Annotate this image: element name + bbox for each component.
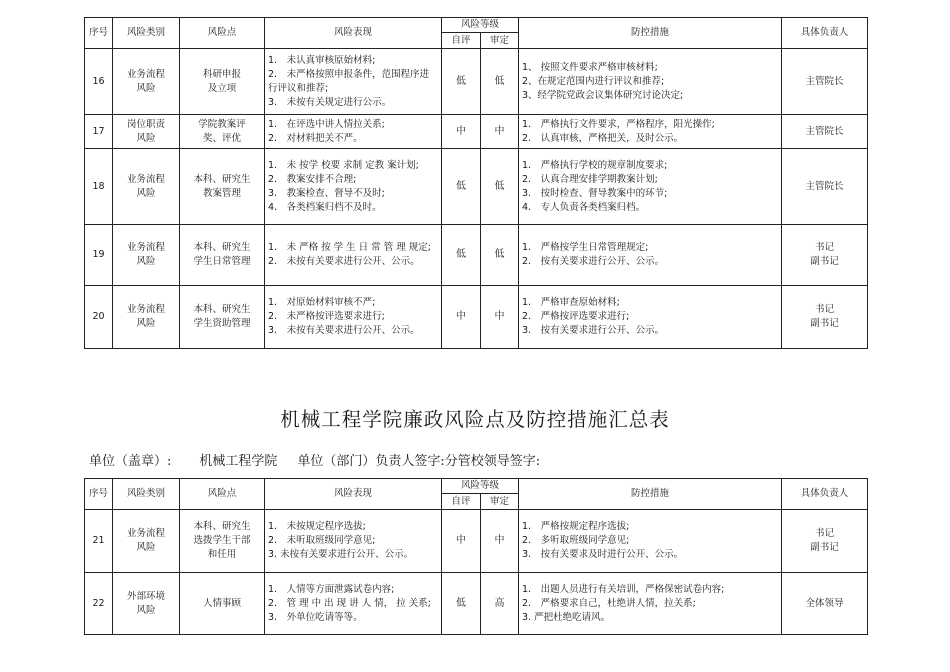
row-point: 本科、研究生 学生资助管理	[180, 286, 265, 349]
row-measures: 1、 按照文件要求严格审核材料; 2、在规定范围内进行评议和推荐; 3、经学院党政会议集体研究讨论决定;	[519, 49, 782, 115]
unit-name: 机械工程学院	[199, 454, 278, 469]
table-row	[85, 286, 868, 349]
row-manifest: 1. 未认真审核原始材料; 2. 未严格按照申报条件，范围程序进行评议和推荐; 3. 未按有关规定进行公示。	[265, 49, 442, 115]
row-owner: 全体领导	[782, 573, 868, 635]
table-row	[85, 225, 868, 286]
row-self: 中	[442, 510, 481, 573]
row-category: 外部环境 风险	[113, 573, 180, 635]
row-category: 岗位职责 风险	[113, 115, 180, 149]
row-owner: 主管院长	[782, 115, 868, 149]
row-review: 低	[481, 225, 519, 286]
risk-table-top	[84, 17, 868, 349]
dept-signature-label: 单位（部门）负责人签字:	[297, 454, 445, 469]
row-review: 中	[481, 115, 519, 149]
header-review: 审定	[481, 33, 519, 49]
table-row	[85, 149, 868, 225]
row-measures: 1. 出题人员进行有关培训，严格保密试卷内容; 2. 严格要求自己，杜绝讲人情，拉关系; 3. 严把杜绝吃请风。	[519, 573, 782, 635]
row-self: 低	[442, 149, 481, 225]
header-self: 自评	[442, 33, 481, 49]
header-category: 风险类别	[113, 479, 180, 510]
row-measures: 1. 严格按规定程序选拔; 2. 多听取班级同学意见; 3. 按有关要求及时进行公开、公示。	[519, 510, 782, 573]
row-review: 中	[481, 286, 519, 349]
row-category: 业务流程 风险	[113, 225, 180, 286]
row-seq: 16	[85, 49, 113, 115]
row-manifest: 1. 在评选中讲人情拉关系; 2. 对材料把关不严。	[265, 115, 442, 149]
row-manifest: 1. 未按规定程序选拔; 2. 未听取班级同学意见; 3. 未按有关要求进行公开、公示。	[265, 510, 442, 573]
signature-line	[89, 450, 540, 469]
row-category: 业务流程 风险	[113, 49, 180, 115]
row-self: 低	[442, 225, 481, 286]
row-measures: 1. 严格审查原始材料; 2. 严格按评选要求进行; 3. 按有关要求进行公开、公示。	[519, 286, 782, 349]
header-point: 风险点	[180, 18, 265, 49]
row-self: 低	[442, 573, 481, 635]
row-self: 中	[442, 115, 481, 149]
row-review: 低	[481, 149, 519, 225]
row-point: 学院教案评 奖、评优	[180, 115, 265, 149]
row-manifest: 1. 未 严格 按 学 生 日 常 管 理 规定; 2. 未按有关要求进行公开、公示。	[265, 225, 442, 286]
leader-signature-label: 分管校领导签字:	[444, 454, 541, 469]
unit-label: 单位（盖章）:	[89, 454, 172, 469]
row-manifest: 1. 人情等方面泄露试卷内容; 2. 管 理 中 出 现 讲 人 情， 拉 关系; 3. 外单位吃请等等。	[265, 573, 442, 635]
header-level: 风险等级	[442, 18, 519, 33]
row-owner: 主管院长	[782, 149, 868, 225]
header-seq: 序号	[85, 18, 113, 49]
header-level: 风险等级	[442, 479, 519, 494]
header-review: 审定	[481, 494, 519, 510]
header-seq: 序号	[85, 479, 113, 510]
row-category: 业务流程 风险	[113, 286, 180, 349]
header-owner: 具体负责人	[782, 479, 868, 510]
table-row	[85, 115, 868, 149]
row-owner: 主管院长	[782, 49, 868, 115]
row-review: 高	[481, 573, 519, 635]
table-row	[85, 573, 868, 635]
row-point: 本科、研究生 教案管理	[180, 149, 265, 225]
row-measures: 1. 严格执行文件要求，严格程序，阳光操作; 2. 认真审核，严格把关，及时公示。	[519, 115, 782, 149]
header-measures: 防控措施	[519, 479, 782, 510]
row-seq: 20	[85, 286, 113, 349]
header-manifest: 风险表现	[265, 18, 442, 49]
header-measures: 防控措施	[519, 18, 782, 49]
row-seq: 17	[85, 115, 113, 149]
row-point: 人情事顾	[180, 573, 265, 635]
row-seq: 18	[85, 149, 113, 225]
row-category: 业务流程 风险	[113, 149, 180, 225]
row-point: 本科、研究生 选拨学生干部 和任用	[180, 510, 265, 573]
row-owner: 书记 副书记	[782, 286, 868, 349]
row-seq: 21	[85, 510, 113, 573]
row-review: 中	[481, 510, 519, 573]
row-seq: 19	[85, 225, 113, 286]
header-point: 风险点	[180, 479, 265, 510]
table-row	[85, 510, 868, 573]
table-row	[85, 49, 868, 115]
row-review: 低	[481, 49, 519, 115]
risk-table-bottom	[84, 478, 868, 635]
row-manifest: 1. 未 按学 校要 求制 定教 案计划; 2. 教案安排不合理; 3. 教案检查、督导不及时; 4. 各类档案归档不及时。	[265, 149, 442, 225]
header-self: 自评	[442, 494, 481, 510]
row-owner: 书记 副书记	[782, 510, 868, 573]
row-self: 低	[442, 49, 481, 115]
row-owner: 书记 副书记	[782, 225, 868, 286]
header-manifest: 风险表现	[265, 479, 442, 510]
row-point: 科研申报 及立项	[180, 49, 265, 115]
header-category: 风险类别	[113, 18, 180, 49]
header-owner: 具体负责人	[782, 18, 868, 49]
row-measures: 1. 严格执行学校的规章制度要求; 2. 认真合理安排学期教案计划; 3. 按时检查、督导教案中的环节; 4. 专人负责各类档案归档。	[519, 149, 782, 225]
page-title: 机械工程学院廉政风险点及防控措施汇总表	[280, 408, 670, 431]
row-point: 本科、研究生 学生日常管理	[180, 225, 265, 286]
row-self: 中	[442, 286, 481, 349]
row-seq: 22	[85, 573, 113, 635]
row-manifest: 1. 对原始材料审核不严; 2. 未严格按评选要求进行; 3. 未按有关要求进行公开、公示。	[265, 286, 442, 349]
row-category: 业务流程 风险	[113, 510, 180, 573]
row-measures: 1. 严格按学生日常管理规定; 2. 按有关要求进行公开、公示。	[519, 225, 782, 286]
